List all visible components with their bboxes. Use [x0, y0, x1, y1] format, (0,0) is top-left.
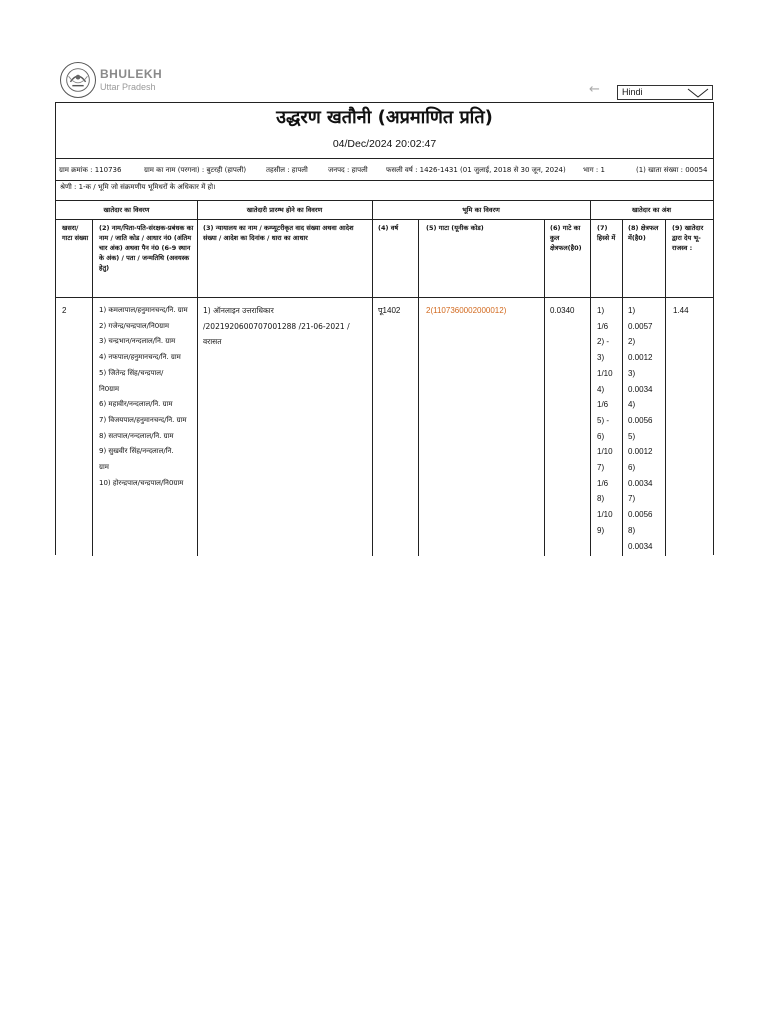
gram-kramank: ग्राम क्रमांक : 110736: [59, 166, 122, 174]
kshetrafal-line: 6): [628, 463, 636, 473]
kshetrafal-line: 0.0034: [628, 384, 653, 394]
kshetrafal-line: 7): [628, 494, 636, 504]
brand: [100, 67, 162, 92]
cell-khasra: 2: [62, 306, 67, 315]
chevron-down-icon: [687, 88, 709, 98]
kshetrafal-line: 8): [628, 525, 636, 535]
col-header-varsh: (4) वर्ष: [378, 224, 399, 232]
hisse-line: 1/6: [597, 321, 609, 331]
language-select[interactable]: [617, 85, 713, 100]
cell-varsh: पू1402: [378, 306, 401, 315]
cell-owners: [99, 303, 195, 491]
col-header-owner: (2) नाम/पिता-पति-संरक्षक-प्रबंधक का नाम / जाति कोड / आधार नं0 (अंतिम चार अंक) अथवा पैन नं0 (6-9 स्थान के अंक) / पता / जन्मतिथि (अवयस्क हेतु): [99, 224, 194, 272]
owner-line: नि0ग्राम: [99, 384, 120, 393]
kshetrafal-line: 0.0056: [628, 510, 653, 520]
gram-naam: ग्राम का नाम (परगना) : बुटरही (हापली): [144, 166, 247, 174]
owner-line: 9) सुखवीर सिंह/नन्दलाल/नि.: [99, 447, 174, 456]
cell-hisse: [597, 303, 613, 539]
shreni: श्रेणी : 1-क / भूमि जो संक्रमणीय भूमिधरों के अधिकार में हो।: [60, 183, 216, 191]
col-header-court: (3) न्यायालय का नाम / कम्प्यूटरीकृत वाद संख्या अथवा आदेश संख्या / आदेश का दिनांक / धारा का आधार: [203, 224, 354, 242]
document-datetime: 04/Dec/2024 20:02:47: [332, 138, 437, 150]
col-header-kshetrafal: (8) क्षेत्रफल में(है0): [628, 224, 659, 242]
divider: [56, 297, 713, 298]
col-header-total-area: (6) गाटे का कुल क्षेत्रफल(है0): [550, 224, 582, 252]
hisse-line: 1/10: [597, 510, 613, 520]
hisse-line: 1): [597, 306, 605, 315]
col-header-gata: (5) गाटा (यूनीक कोड): [426, 224, 484, 232]
janpad: जनपद : हापली: [328, 166, 368, 174]
brand-subtitle: Uttar Pradesh: [100, 82, 156, 92]
owner-line: 7) विजयपाल/हनुमानचन्द/नि. ग्राम: [99, 415, 187, 424]
cell-kshetrafal: [628, 303, 652, 554]
owner-line: 2) गजेन्द्र/चन्द्रपाल/नि0ग्राम: [99, 321, 170, 330]
owner-line: 1) कमलापाल/हनुमानचन्द/नि. ग्राम: [99, 306, 188, 314]
divider: [56, 158, 713, 159]
info-row: [56, 160, 713, 180]
hisse-line: 6): [597, 431, 605, 441]
hisse-line: 1/6: [597, 478, 609, 488]
cell-total-area: 0.0340: [550, 306, 575, 315]
kshetrafal-line: 4): [628, 400, 636, 410]
court-line: वरासत: [203, 337, 222, 347]
tehsil: तहसील : हापली: [266, 166, 308, 174]
cell-rajasv: 1.44: [673, 306, 689, 315]
owner-line: 3) चन्द्रभान/नन्दलाल/नि. ग्राम: [99, 337, 176, 346]
col-header-khasra: खसरा/ गाटा संख्या: [62, 224, 89, 242]
group-ansh: खातेदार का अंश: [631, 206, 672, 214]
kshetrafal-line: 3): [628, 368, 636, 378]
up-emblem-logo-icon: [60, 62, 96, 98]
cell-court: [203, 303, 371, 350]
hisse-line: 5) -: [597, 415, 609, 425]
col-header-rajasv: (9) खातेदार द्वारा देय भू-राजस्व :: [672, 224, 704, 252]
hisse-line: 8): [597, 494, 605, 504]
language-select-value: Hindi: [622, 87, 643, 97]
khata-sankhya: (1) खाता संख्या : 00054: [636, 166, 708, 174]
divider: [56, 200, 713, 201]
khatauni-document: [55, 102, 714, 555]
owner-line: 5) जितेन्द्र सिंह/चन्द्रपाल/: [99, 368, 164, 377]
kshetrafal-line: 1): [628, 306, 636, 315]
hisse-line: 7): [597, 463, 605, 473]
brand-name: BHULEKH: [100, 67, 163, 81]
hisse-line: 4): [597, 384, 605, 394]
kshetrafal-line: 2): [628, 337, 636, 347]
group-prarambh: खातेदारी प्रारम्भ होने का विवरण: [246, 206, 323, 214]
court-line: /2021920600707001288 /21-06-2021 /: [203, 321, 350, 331]
divider: [56, 180, 713, 181]
kshetrafal-line: 0.0057: [628, 321, 653, 331]
col-header-hisse: (7) हिस्से में: [597, 224, 616, 242]
hisse-line: 2) -: [597, 337, 609, 347]
group-khatedar: खातेदार का विवरण: [103, 206, 150, 214]
group-bhoomi: भूमि का विवरण: [462, 206, 500, 214]
cell-gata: 2(1107360002000012): [426, 306, 507, 315]
owner-line: ग्राम: [99, 463, 109, 472]
kshetrafal-line: 0.0012: [628, 447, 653, 457]
owner-line: 6) महावीर/नन्दलाल/नि. ग्राम: [99, 400, 173, 409]
kshetrafal-line: 0.0012: [628, 353, 653, 363]
divider: [56, 219, 713, 220]
kshetrafal-line: 0.0034: [628, 478, 653, 488]
owner-line: 10) होरन्द्रपाल/चन्द्रपाल/नि0ग्राम: [99, 478, 184, 487]
kshetrafal-line: 5): [628, 431, 636, 441]
owner-line: 4) नफपाल/हनुमानचन्द/नि. ग्राम: [99, 353, 181, 362]
fasli-varsh: फसली वर्ष : 1426-1431 (01 जुलाई, 2018 से 30 जून, 2024): [386, 166, 566, 174]
hisse-line: 1/10: [597, 447, 613, 457]
hisse-line: 1/10: [597, 368, 613, 378]
hisse-line: 3): [597, 353, 605, 363]
document-title: उद्धरण खतौनी (अप्रमाणित प्रति): [276, 107, 493, 128]
hisse-line: 9): [597, 525, 605, 535]
hisse-line: 1/6: [597, 400, 609, 410]
court-line: 1) ऑनलाइन उत्तराधिकार: [203, 306, 274, 315]
kshetrafal-line: 0.0034: [628, 541, 653, 551]
owner-line: 8) सतपाल/नन्दलाल/नि. ग्राम: [99, 431, 174, 440]
kshetrafal-line: 0.0056: [628, 415, 653, 425]
bhag: भाग : 1: [583, 166, 605, 174]
back-arrow-icon[interactable]: ←: [589, 82, 600, 97]
